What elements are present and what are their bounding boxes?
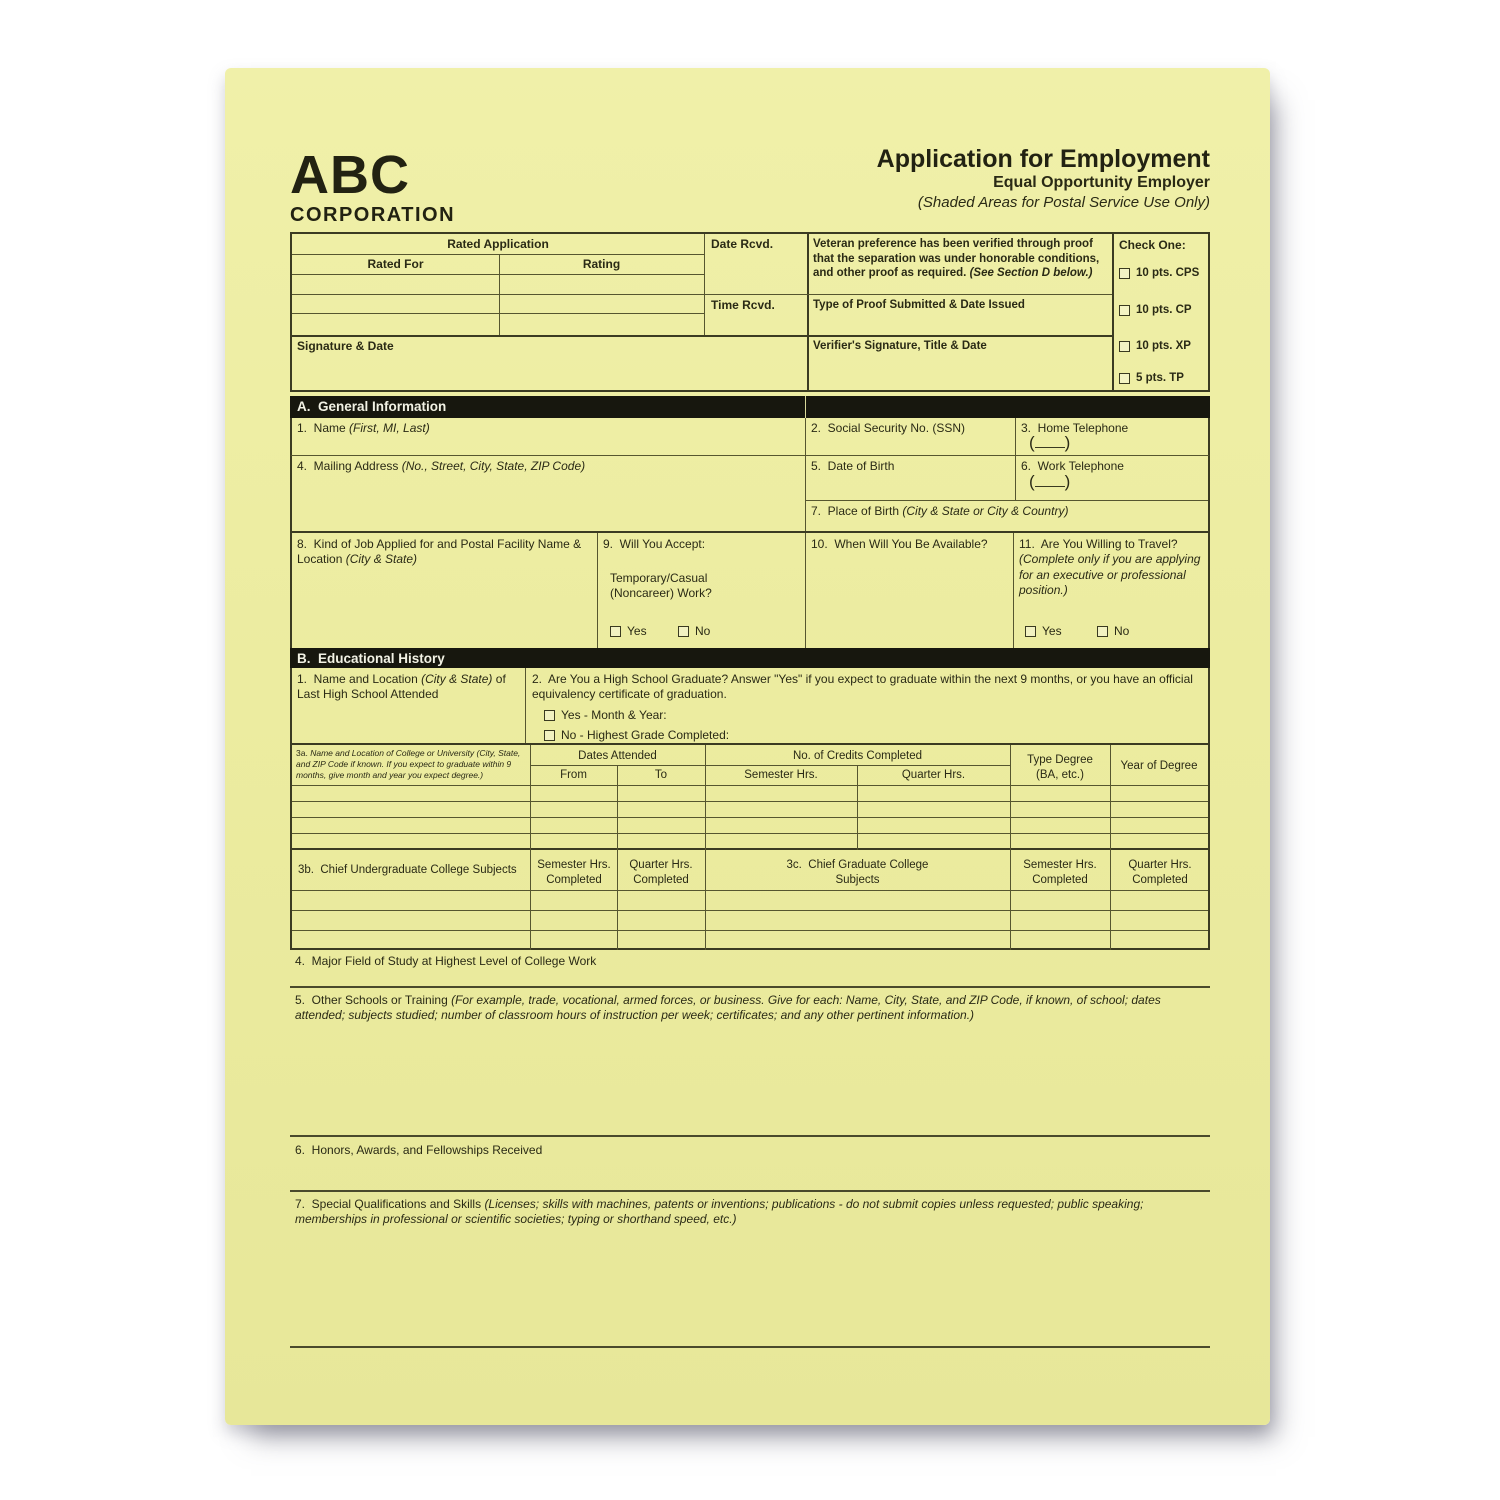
check-option-10pts-xp xyxy=(1119,339,1191,354)
checkbox[interactable] xyxy=(678,626,689,637)
college-table xyxy=(290,745,1210,850)
company-name: ABC xyxy=(290,145,410,205)
label-text: 8. Kind of Job Applied for and Postal Facility Name & Location xyxy=(297,537,585,567)
divider-line xyxy=(805,500,1208,501)
divider-line xyxy=(1010,850,1011,950)
quarter-hrs-completed-header: Quarter Hrs. Completed xyxy=(1128,859,1195,886)
hs-no-label: No - Highest Grade Completed: xyxy=(561,728,730,742)
label-text: of Last High School Attended xyxy=(297,672,510,702)
paren-open: ( xyxy=(1029,433,1035,452)
paren-close: ) xyxy=(1064,472,1071,491)
rated-for-column-header: Rated For xyxy=(367,257,424,271)
major-field-input-area[interactable] xyxy=(295,968,1200,984)
home-phone-area-code[interactable] xyxy=(1029,432,1070,454)
yes-label: Yes xyxy=(1042,624,1062,638)
field-hs-graduate-question: 2. Are You a High School Graduate? Answer "Yes" if you expect to graduate within the next 9 months, or you have an official equivalency certificate of graduation. xyxy=(532,672,1197,702)
divider-line xyxy=(1015,456,1016,500)
row-other-schools xyxy=(290,988,1210,1137)
label-hint: (City & State) xyxy=(345,552,418,567)
name-input-area[interactable] xyxy=(297,436,790,452)
field-mailing-address-label xyxy=(297,459,787,474)
checkbox[interactable] xyxy=(1119,305,1130,316)
paren-close: ) xyxy=(1064,433,1071,452)
divider-line xyxy=(292,313,704,314)
area-code-line xyxy=(1035,474,1065,487)
divider-line xyxy=(292,930,1208,931)
application-form-page xyxy=(225,68,1270,1425)
semester-hrs-completed-header: Semester Hrs. Completed xyxy=(537,859,614,886)
divider-line xyxy=(292,817,1208,818)
no-label: No xyxy=(695,624,711,638)
divider-line xyxy=(292,274,704,275)
area-code-line xyxy=(1035,435,1065,448)
row-job-availability-travel xyxy=(290,533,1210,648)
page-title: Application for Employment xyxy=(876,145,1210,173)
checkbox[interactable] xyxy=(1025,626,1036,637)
semester-hrs-header: Semester Hrs. xyxy=(744,769,818,781)
field-home-phone-label: 3. Home Telephone xyxy=(1021,421,1129,435)
travel-yes-option xyxy=(1025,624,1062,639)
field-other-schools-label xyxy=(295,993,1203,1024)
divider-line xyxy=(530,850,531,950)
label-text: 1. Name and Location xyxy=(297,672,422,686)
divider-line xyxy=(1015,418,1016,455)
company-logo xyxy=(290,145,456,227)
label-text: Name and Location of College or University (City, State, and ZIP Code if known. If you expect to graduate within 9 months, give month and year you expect degree.) xyxy=(296,748,521,781)
checkbox[interactable] xyxy=(544,730,555,741)
document-title-block xyxy=(790,146,1210,211)
signature-date-label: Signature & Date xyxy=(297,339,394,353)
check-option-10pts-cps xyxy=(1119,266,1199,281)
label-number: 3a. xyxy=(296,748,308,758)
divider-line xyxy=(807,234,809,390)
check-option-label: 5 pts. TP xyxy=(1136,372,1184,384)
divider-line xyxy=(704,234,705,335)
field-willing-to-travel-label xyxy=(1019,537,1204,598)
row-high-school xyxy=(290,668,1210,745)
semester-hrs-completed-header: Semester Hrs. Completed xyxy=(1023,859,1100,886)
check-option-label: 10 pts. CP xyxy=(1136,304,1192,316)
dates-attended-header: Dates Attended xyxy=(578,750,657,762)
accept-yes-option xyxy=(610,624,647,639)
rating-column-header: Rating xyxy=(582,257,621,271)
checkbox[interactable] xyxy=(610,626,621,637)
veteran-statement-note: (See Section D below.) xyxy=(969,267,1093,280)
yes-label: Yes xyxy=(627,624,647,638)
check-option-label: 10 pts. CPS xyxy=(1136,267,1200,279)
company-type: CORPORATION xyxy=(290,204,456,227)
checkbox[interactable] xyxy=(1119,268,1130,279)
checkbox[interactable] xyxy=(544,710,555,721)
field-dob-label: 5. Date of Birth xyxy=(811,459,895,473)
divider-line xyxy=(292,294,1112,295)
grad-subjects-header: 3c. Chief Graduate College Subjects xyxy=(786,859,932,886)
veteran-statement-text: Veteran preference has been verified through proof that the separation was under honorable conditions, and other proof as required. xyxy=(813,238,1103,280)
label-hint: (First, MI, Last) xyxy=(349,421,430,435)
work-phone-area-code[interactable] xyxy=(1029,471,1070,493)
field-special-qualifications-label xyxy=(295,1197,1203,1228)
section-a-header-bar: A. General Information xyxy=(290,396,1210,418)
page-note: (Shaded Areas for Postal Service Use Only) xyxy=(917,194,1210,212)
label-text: 7. Special Qualifications and Skills xyxy=(295,1197,485,1211)
hs-yes-label: Yes - Month & Year: xyxy=(561,708,667,722)
label-text: 7. Place of Birth xyxy=(811,504,903,518)
quarter-hrs-completed-header: Quarter Hrs. Completed xyxy=(629,859,696,886)
field-when-available-label: 10. When Will You Be Available? xyxy=(811,537,988,551)
divider-line xyxy=(292,801,1208,802)
label-text: 4. Mailing Address xyxy=(297,459,402,473)
travel-no-option xyxy=(1097,624,1129,639)
divider-line xyxy=(805,396,806,418)
label-hint: (For example, trade, vocational, armed forces, or business. Give for each: Name, City, State, and ZIP Code, if known, of school; dates attended; subjects studied; number of classroom hours of instruction per week; certificates; and any other pertinent information.) xyxy=(295,993,1165,1023)
veteran-preference-statement xyxy=(813,237,1103,281)
divider-line xyxy=(805,456,806,531)
field-place-of-birth-label xyxy=(811,504,1206,519)
label-text: 1. Name xyxy=(297,421,350,435)
divider-line xyxy=(292,785,1208,786)
checkbox[interactable] xyxy=(1097,626,1108,637)
label-text: 11. Are You Willing to Travel? xyxy=(1019,537,1178,551)
divider-line xyxy=(705,850,706,950)
field-name-label xyxy=(297,421,430,436)
field-work-phone-label: 6. Work Telephone xyxy=(1021,459,1124,473)
row-address-dob-phone xyxy=(290,456,1210,533)
label-hint: (City & State or City & Country) xyxy=(902,504,1069,518)
type-degree-header: Type Degree (BA, etc.) xyxy=(1027,754,1097,781)
divider-line xyxy=(597,533,598,648)
divider-line xyxy=(805,418,806,455)
divider-line xyxy=(292,335,1112,337)
year-degree-header: Year of Degree xyxy=(1120,760,1198,772)
label-hint: (Licenses; skills with machines, patents or inventions; publications - do not submit copies unless requested; public speaking; memberships in professional or scientific societies; typing or shorthand speed, etc.) xyxy=(295,1197,1147,1227)
divider-line xyxy=(1112,234,1114,390)
field-ssn-label: 2. Social Security No. (SSN) xyxy=(811,421,966,435)
field-high-school-label xyxy=(297,672,519,703)
field-college-label xyxy=(296,748,526,781)
no-label: No xyxy=(1114,624,1130,638)
special-qualifications-input-area[interactable] xyxy=(295,1234,1200,1342)
field-kind-of-job-label xyxy=(297,537,589,568)
field-honors-label: 6. Honors, Awards, and Fellowships Received xyxy=(295,1143,543,1157)
divider-line xyxy=(1010,745,1011,850)
rated-application-header: Rated Application xyxy=(447,237,549,251)
divider-line xyxy=(805,533,806,648)
divider-line xyxy=(292,890,1208,891)
check-option-10pts-cp xyxy=(1119,303,1192,318)
date-received-label: Date Rcvd. xyxy=(711,237,774,251)
check-option-label: 10 pts. XP xyxy=(1136,340,1191,352)
divider-line xyxy=(617,850,618,950)
time-received-label: Time Rcvd. xyxy=(711,298,775,312)
section-b-header-bar: B. Educational History xyxy=(290,648,1210,668)
label-text: 5. Other Schools or Training xyxy=(295,993,452,1007)
checkbox[interactable] xyxy=(1119,341,1130,352)
field-major-field-label: 4. Major Field of Study at Highest Level of College Work xyxy=(295,954,597,968)
row-major-field xyxy=(290,950,1210,988)
quarter-hrs-header: Quarter Hrs. xyxy=(901,769,966,781)
row-honors-awards xyxy=(290,1137,1210,1192)
accept-no-option xyxy=(678,624,710,639)
field-will-you-accept-label: 9. Will You Accept: xyxy=(603,537,706,551)
verifier-signature-label: Verifier's Signature, Title & Date xyxy=(813,340,987,352)
paren-open: ( xyxy=(1029,472,1035,491)
check-one-label: Check One: xyxy=(1119,238,1186,252)
mailing-address-input-area[interactable] xyxy=(297,476,797,526)
undergrad-subjects-header: 3b. Chief Undergraduate College Subjects xyxy=(298,864,517,876)
label-hint: (City & State) xyxy=(421,672,493,686)
will-you-accept-sub1: Temporary/Casual xyxy=(610,571,708,585)
divider-line xyxy=(1110,850,1111,950)
credits-completed-header: No. of Credits Completed xyxy=(792,750,923,762)
hs-graduate-no-option xyxy=(544,728,729,743)
hs-graduate-yes-option xyxy=(544,708,667,723)
check-option-5pts-tp xyxy=(1119,371,1184,386)
subjects-table xyxy=(290,850,1210,950)
to-header: To xyxy=(654,769,668,781)
will-you-accept-sub2: (Noncareer) Work? xyxy=(610,586,712,600)
row-name-ssn-phone xyxy=(290,418,1210,456)
label-hint: (No., Street, City, State, ZIP Code) xyxy=(401,459,586,473)
divider-line xyxy=(292,833,1208,834)
other-schools-input-area[interactable] xyxy=(295,1028,1200,1128)
honors-input-area[interactable] xyxy=(295,1159,1200,1187)
divider-line xyxy=(530,765,1010,766)
divider-line xyxy=(1013,533,1014,648)
label-hint: (Complete only if you are applying for an executive or professional position.) xyxy=(1019,552,1204,598)
divider-line xyxy=(292,910,1208,911)
page-subtitle: Equal Opportunity Employer xyxy=(993,174,1210,192)
divider-line xyxy=(292,254,704,255)
postal-use-table xyxy=(290,232,1210,392)
row-special-qualifications xyxy=(290,1192,1210,1348)
divider-line xyxy=(525,668,526,743)
checkbox[interactable] xyxy=(1119,373,1130,384)
from-header: From xyxy=(560,769,587,781)
proof-submitted-label: Type of Proof Submitted & Date Issued xyxy=(813,299,1025,311)
